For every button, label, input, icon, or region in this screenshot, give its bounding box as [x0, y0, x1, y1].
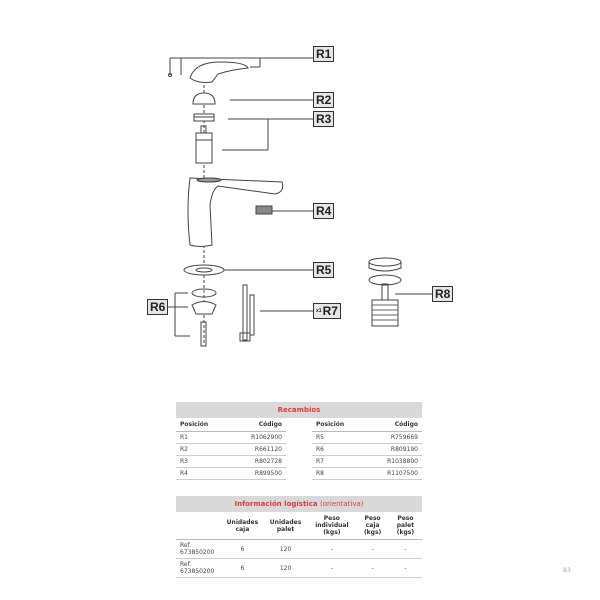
reference-cell: Ref. 673850200	[176, 540, 221, 559]
position-cell: R8	[312, 468, 365, 480]
hoses-r7	[240, 285, 254, 341]
drain-valve-r8	[369, 258, 401, 326]
table-row	[176, 559, 422, 578]
value-cell: -	[356, 540, 388, 559]
col-header	[176, 512, 221, 540]
position-cell: R5	[312, 432, 365, 444]
title: Información logística	[234, 500, 318, 508]
aerator-r4	[256, 206, 272, 214]
col-header: Peso caja (kgs)	[356, 512, 388, 540]
base-plate-r5	[184, 265, 224, 275]
callout-r6: R6	[147, 299, 168, 315]
code-cell: R759669	[365, 432, 422, 444]
table-row	[176, 540, 422, 559]
quantity: x1	[316, 308, 322, 314]
value-cell: -	[307, 540, 356, 559]
table-row	[176, 432, 422, 444]
callout-r4: R4	[313, 203, 334, 219]
callout-r7-label: R7	[322, 304, 338, 318]
col-header: Unidades caja	[221, 512, 264, 540]
logistics-table	[176, 496, 422, 578]
nut-r3	[194, 114, 214, 121]
table-title: Recambios	[176, 402, 422, 418]
cap-r2	[193, 93, 215, 104]
value-cell: -	[356, 559, 388, 578]
col-header: Posición	[312, 418, 365, 432]
table-title	[176, 496, 422, 512]
code-cell: R802728	[229, 456, 286, 468]
position-cell: R7	[312, 456, 365, 468]
value-cell: -	[307, 559, 356, 578]
callout-r7	[313, 303, 341, 319]
callout-r3: R3	[313, 111, 334, 127]
value-cell: 6	[221, 559, 264, 578]
callout-r1: R1	[313, 46, 334, 62]
position-cell: R4	[176, 468, 229, 480]
position-cell: R3	[176, 456, 229, 468]
col-header: Unidades palet	[264, 512, 308, 540]
value-cell: -	[389, 540, 422, 559]
table-row	[176, 468, 422, 480]
col-header: Peso palet (kgs)	[389, 512, 422, 540]
reference-cell: Ref. 673850200	[176, 559, 221, 578]
spare-parts-table	[176, 402, 422, 480]
col-header: Posición	[176, 418, 229, 432]
position-cell: R6	[312, 444, 365, 456]
col-header: Código	[229, 418, 286, 432]
code-cell: R1038800	[365, 456, 422, 468]
handle-r1	[169, 62, 249, 83]
position-cell: R1	[176, 432, 229, 444]
code-cell: R809190	[365, 444, 422, 456]
table-row	[176, 444, 422, 456]
value-cell: 6	[221, 540, 264, 559]
title-note: (orientativa)	[320, 500, 364, 508]
col-header: Código	[365, 418, 422, 432]
table-row	[176, 456, 422, 468]
code-cell: R1062900	[229, 432, 286, 444]
col-header: Peso individual (kgs)	[307, 512, 356, 540]
page-number: 83	[563, 567, 571, 574]
value-cell: 120	[264, 540, 308, 559]
value-cell: -	[389, 559, 422, 578]
callout-r8: R8	[432, 286, 453, 302]
position-cell: R2	[176, 444, 229, 456]
callout-r5: R5	[313, 262, 334, 278]
code-cell: R899500	[229, 468, 286, 480]
code-cell: R1107500	[365, 468, 422, 480]
code-cell: R661120	[229, 444, 286, 456]
callout-r2: R2	[313, 92, 334, 108]
value-cell: 120	[264, 559, 308, 578]
